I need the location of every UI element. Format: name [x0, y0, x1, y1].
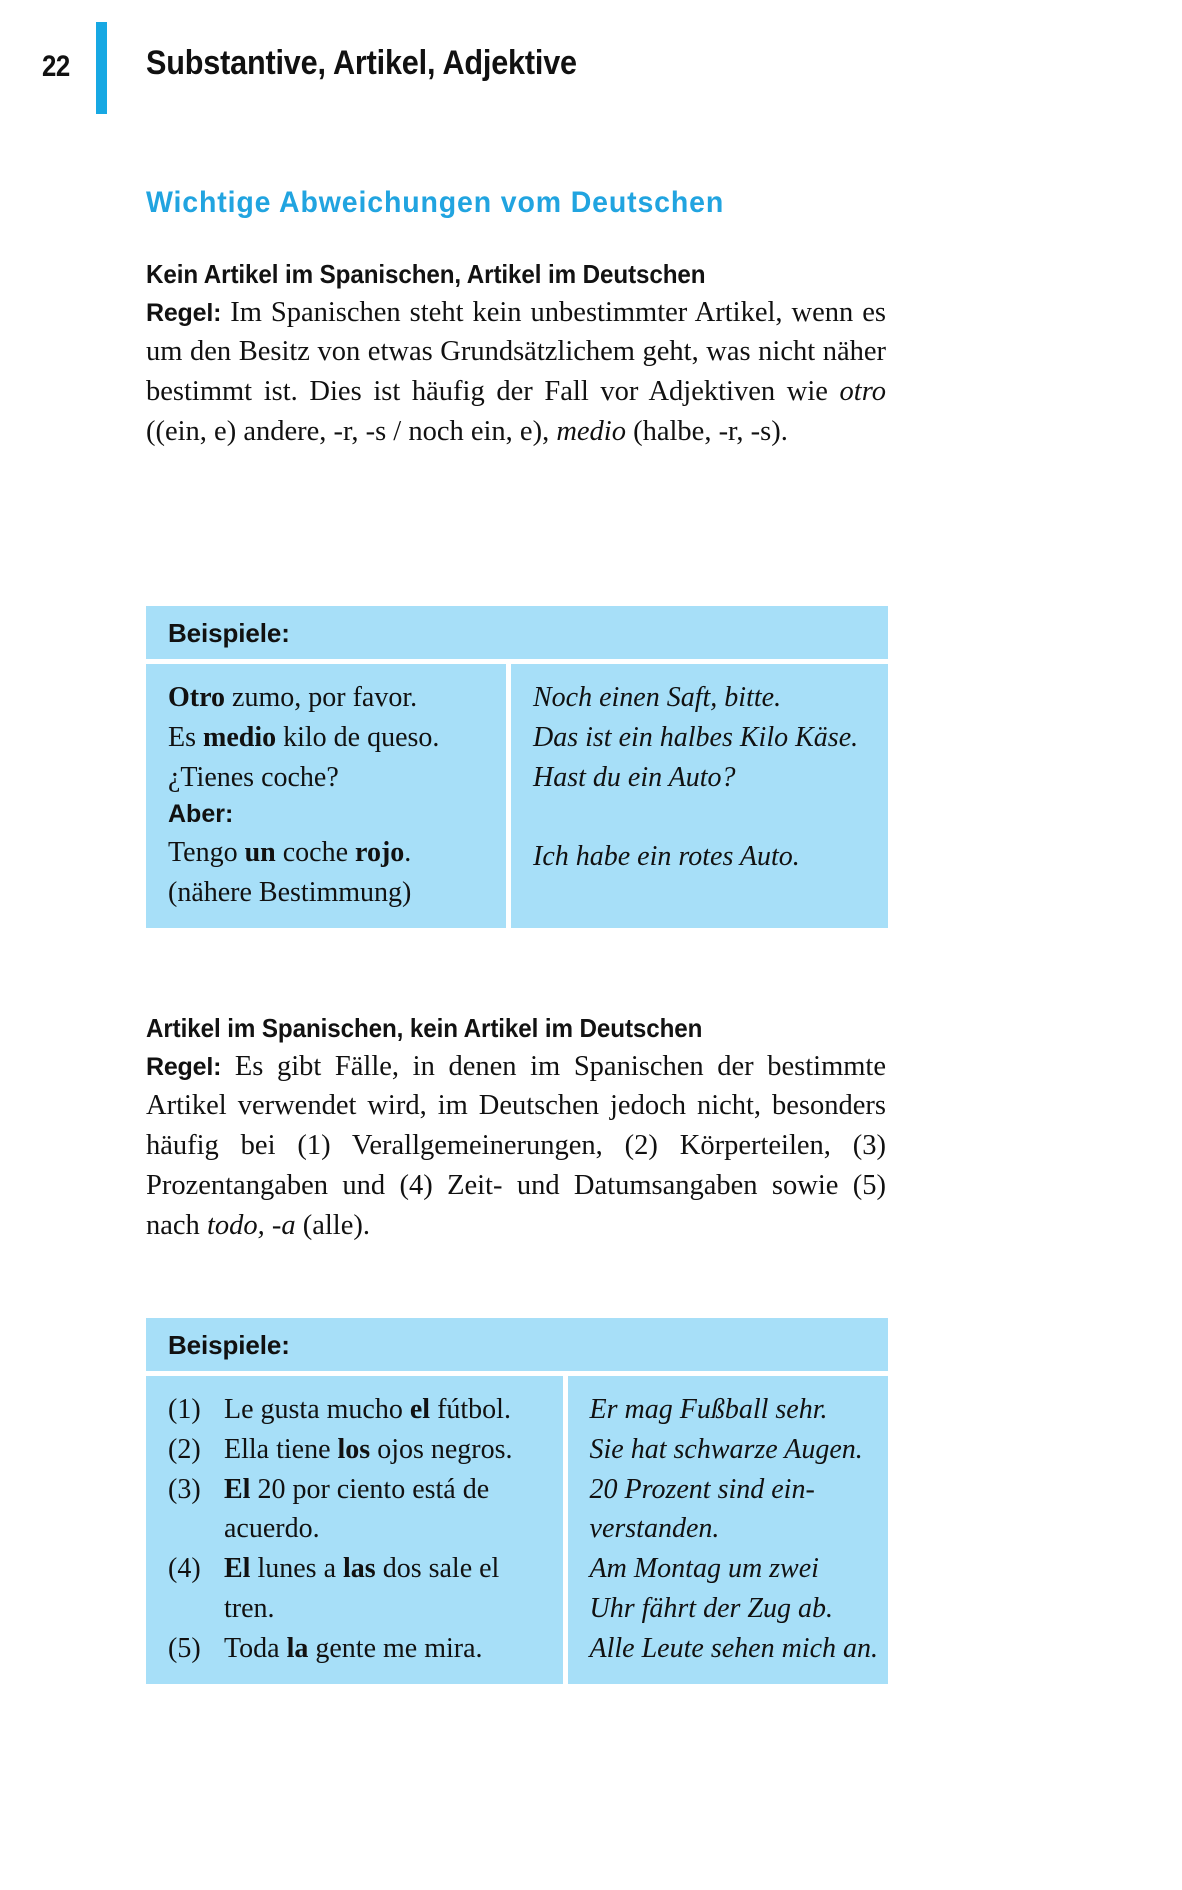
item-text: Le gusta mucho el fútbol.: [224, 1394, 511, 1425]
block-1-subheading: Kein Artikel im Spanischen, Artikel im Deutschen: [146, 259, 706, 289]
rule-italic-otro: otro: [839, 376, 886, 407]
example-box-header: Beispiele:: [146, 1318, 888, 1371]
example-text: zumo, por favor.: [225, 682, 418, 713]
example-text: Tengo: [168, 836, 245, 868]
example-bold-los: los: [337, 1433, 371, 1465]
item-number: (5): [168, 1632, 201, 1664]
item-text: El lunes a las dos sale el tren.: [224, 1553, 500, 1624]
example-column-german: [568, 1376, 888, 1684]
item-number: (3): [168, 1473, 201, 1505]
page-header: [0, 22, 1182, 114]
example-line: [168, 873, 496, 913]
example-bold-las: las: [343, 1553, 376, 1584]
translation-line: Am Montag um zwei: [589, 1553, 819, 1584]
example-column-german: [511, 664, 888, 928]
example-line: [168, 718, 496, 758]
translation-line: Noch einen Saft, bitte.: [533, 682, 782, 713]
rule-text-part-3: (halbe, -r, -s).: [625, 415, 788, 447]
example-line: [168, 678, 496, 718]
section-heading: Wichtige Abweichungen vom Deutschen: [146, 186, 725, 219]
page-number: 22: [42, 50, 70, 83]
item-number: (4): [168, 1553, 201, 1584]
translation-line: Sie hat schwarze Augen.: [589, 1433, 863, 1465]
rule-italic-medio: medio: [556, 415, 626, 447]
example-text: (nähere Bestimmung): [168, 876, 412, 908]
example-line: [168, 758, 496, 798]
example-bold-el: el: [409, 1394, 431, 1425]
translation-line: Hast du ein Auto?: [533, 761, 736, 793]
example-box-body: [146, 1376, 888, 1684]
rule-text-part-2: (alle).: [295, 1209, 370, 1241]
block-1-rule-paragraph: [146, 293, 886, 452]
example-bold-rojo: rojo: [355, 836, 405, 868]
translation-line: verstanden.: [589, 1513, 720, 1545]
example-bold-el: El: [224, 1553, 251, 1584]
numbered-example: [168, 1430, 553, 1470]
example-text: coche: [275, 836, 356, 868]
numbered-example: [168, 1470, 553, 1550]
example-box: [146, 1318, 888, 1684]
example-bold-medio: medio: [203, 721, 277, 753]
rule-italic-todo: todo, -a: [206, 1209, 296, 1241]
rule-label: Regel:: [146, 1052, 222, 1081]
block-1: [146, 258, 886, 452]
translation-line: Das ist ein halbes Kilo Käse.: [533, 721, 859, 753]
translation-line: Er mag Fußball sehr.: [589, 1394, 828, 1425]
rule-text-part-1: Es gibt Fälle, in denen im Spanischen der bestimmte Artikel verwendet wird, im Deutschen jedoch nicht, besonders häufig bei (1) Verallgemeinerungen, (2) Körperteilen, (3) Prozentangaben und (4) Zeit- und Datumsangaben sowie (5) nach: [146, 1050, 886, 1241]
translation-line: Ich habe ein rotes Auto.: [533, 841, 800, 872]
example-bold-otro: Otro: [168, 682, 226, 713]
item-number: (1): [168, 1394, 201, 1425]
example-bold-la: la: [286, 1632, 309, 1664]
example-box-header: Beispiele:: [146, 606, 888, 659]
example-text: ¿Tienes coche?: [168, 761, 339, 793]
example-bold-un: un: [244, 836, 276, 868]
translation-line: 20 Prozent sind ein-: [589, 1473, 815, 1505]
item-number: (2): [168, 1433, 201, 1465]
numbered-example: [168, 1390, 553, 1430]
example-text: kilo de queso.: [276, 721, 440, 753]
block-2-rule-paragraph: [146, 1047, 886, 1246]
example-box: [146, 606, 888, 928]
block-2-subheading: Artikel im Spanischen, kein Artikel im Deutschen: [146, 1013, 703, 1043]
block-2: [146, 1012, 886, 1245]
example-line: [168, 833, 496, 873]
rule-label: Regel:: [146, 298, 222, 327]
page-title: Substantive, Artikel, Adjektive: [146, 44, 577, 82]
example-bold-el: El: [224, 1473, 251, 1505]
item-text: El 20 por ciento está de acuerdo.: [224, 1473, 490, 1545]
numbered-example: [168, 1629, 553, 1669]
item-text: Ella tiene los ojos negros.: [224, 1433, 513, 1465]
translation-line: Uhr fährt der Zug ab.: [589, 1592, 833, 1624]
example-aber-label: [168, 797, 496, 833]
example-text: Es: [168, 721, 203, 753]
numbered-example: [168, 1549, 553, 1629]
example-column-spanish: [146, 1376, 563, 1684]
item-text: Toda la gente me mira.: [224, 1632, 483, 1664]
header-accent-bar: [96, 22, 107, 114]
example-text: Aber:: [168, 800, 234, 829]
rule-text-part-1: Im Spanischen steht kein unbestimmter Artikel, wenn es um den Besitz von etwas Grundsätzlichem geht, was nicht näher bestimmt ist. Dies ist häufig der Fall vor Adjektiven wie: [146, 296, 886, 407]
example-text: .: [404, 836, 412, 868]
translation-line: Alle Leute sehen mich an.: [589, 1632, 878, 1664]
example-box-body: [146, 664, 888, 928]
example-column-spanish: [146, 664, 506, 928]
rule-text-part-2: ((ein, e) andere, -r, -s / noch ein, e),: [146, 415, 557, 447]
